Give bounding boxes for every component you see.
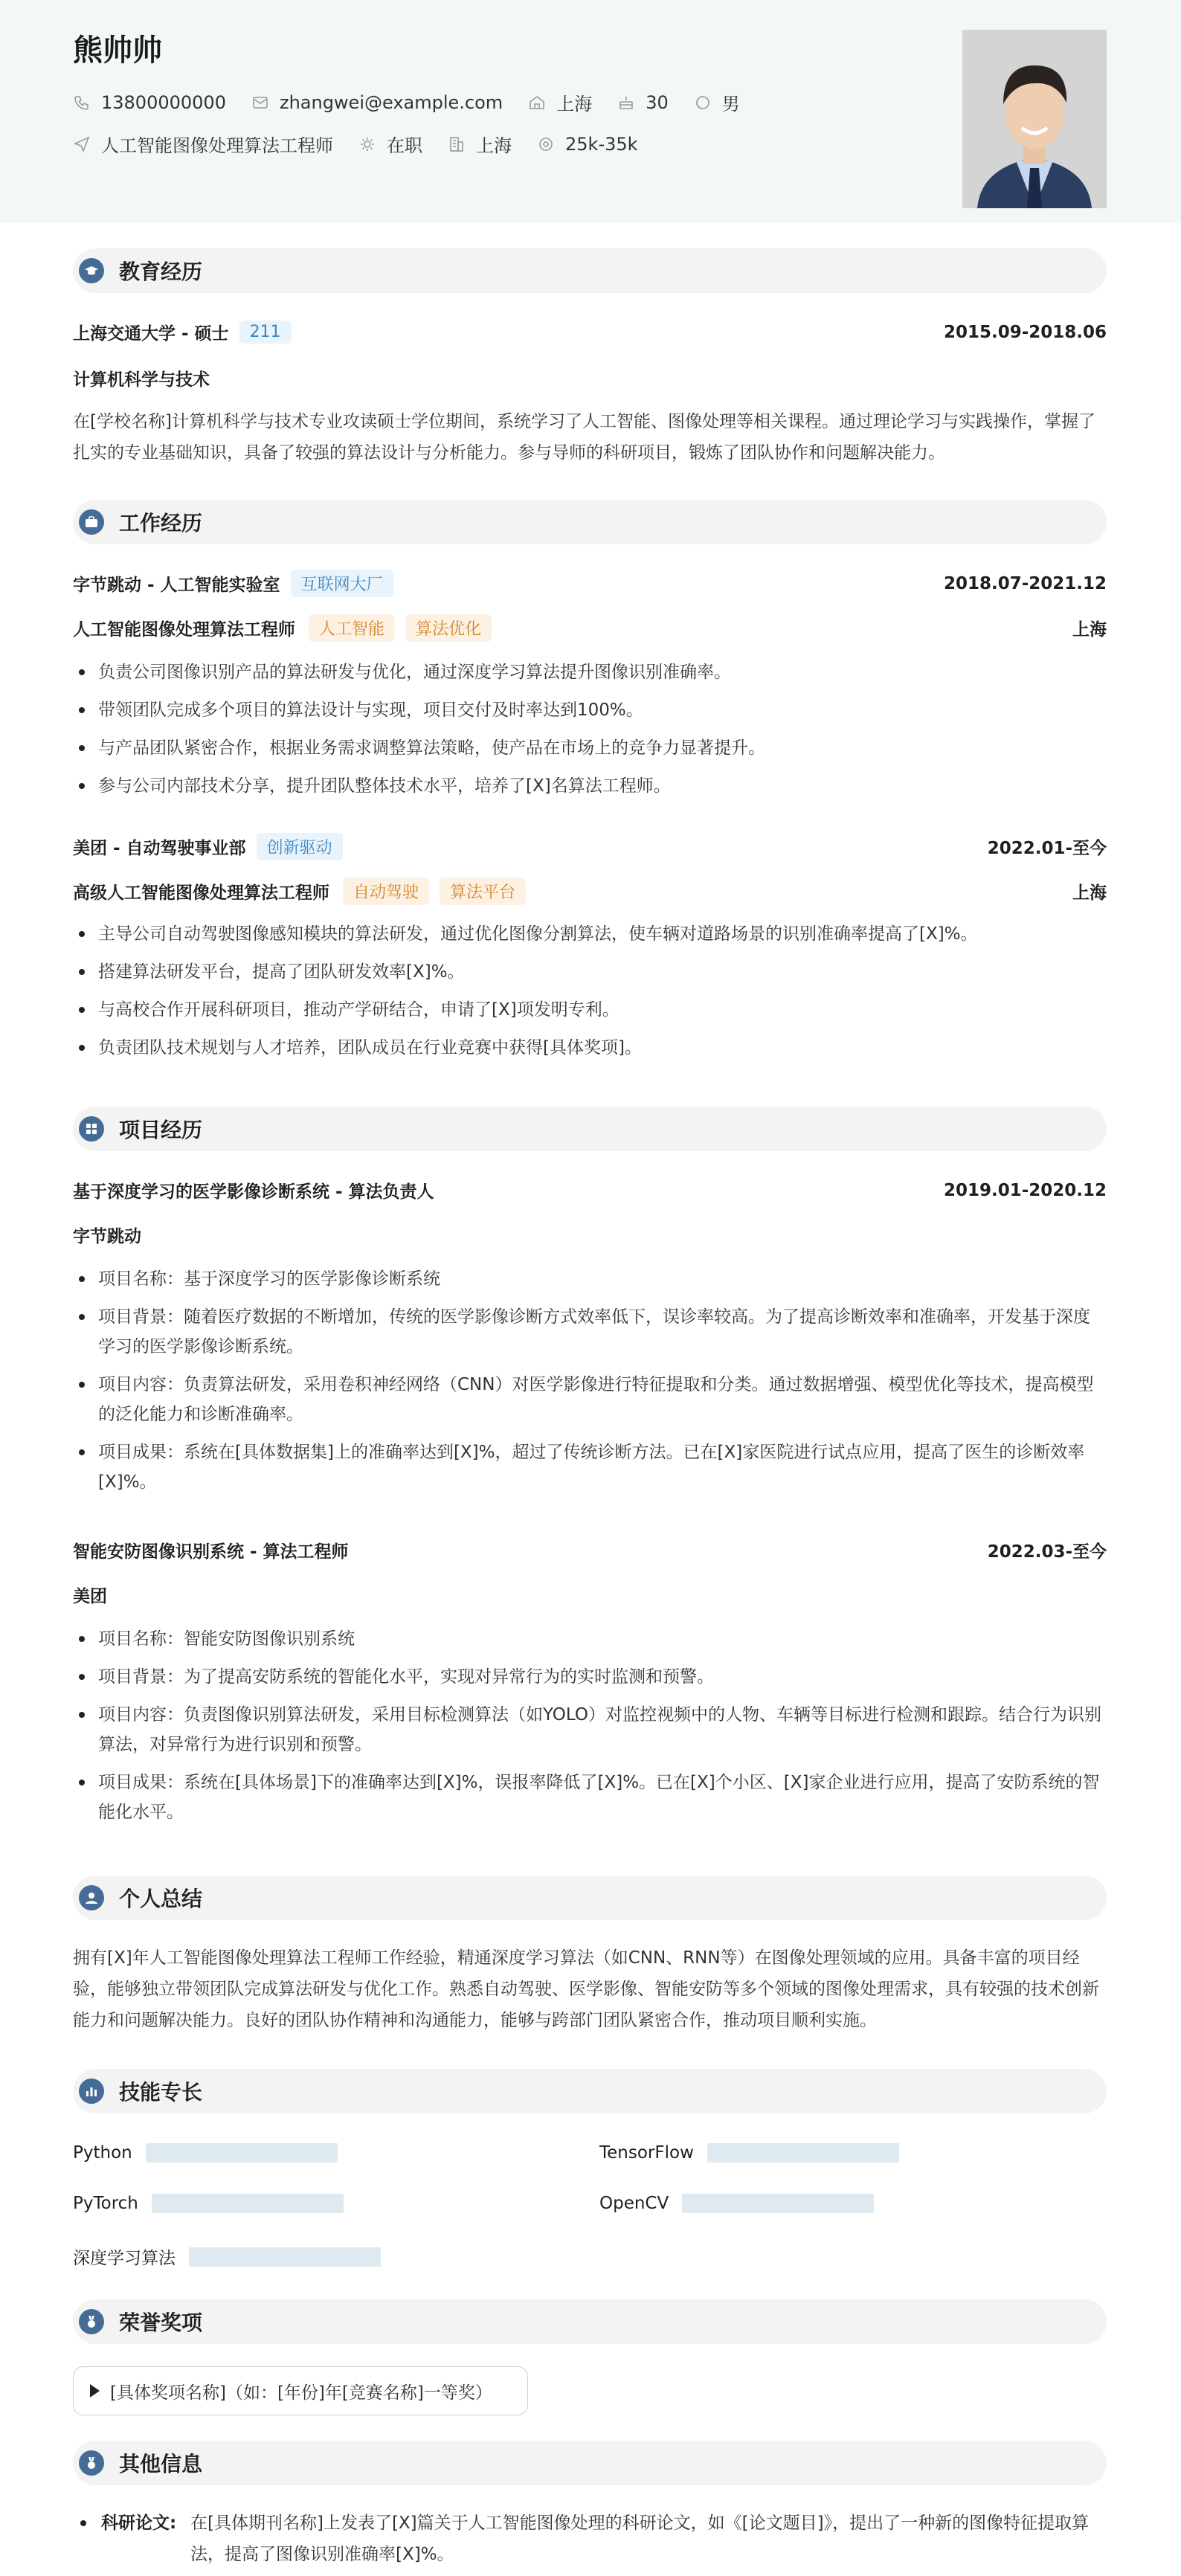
project-title: 基于深度学习的医学影像诊断系统 - 算法负责人 — [73, 1182, 434, 1202]
work-2-position — [73, 878, 1107, 905]
graduation-cap-icon — [79, 258, 104, 283]
city-text: 上海 — [556, 94, 593, 115]
skill-bar — [146, 2143, 338, 2163]
work-location: 上海 — [1072, 620, 1107, 640]
position-title: 高级人工智能图像处理算法工程师 — [73, 883, 329, 903]
candidate-name: 熊帅帅 — [73, 33, 162, 68]
skill-name: Python — [73, 2143, 132, 2163]
company-tag: 创新驱动 — [257, 833, 343, 860]
home-icon — [528, 94, 546, 112]
bullet-dot — [80, 2520, 86, 2526]
age-text: 30 — [646, 91, 669, 113]
project-period: 2019.01-2020.12 — [943, 1180, 1107, 1200]
age-item — [617, 92, 669, 113]
list-item: 与产品团队紧密合作，根据业务需求调整算法策略，使产品在市场上的竞争力显著提升。 — [73, 733, 1107, 763]
work-2-bullets — [73, 919, 1107, 1071]
status-text: 在职 — [387, 135, 422, 156]
list-item: 项目成果：系统在[具体场景]下的准确率达到[X]%，误报率降低了[X]%。已在[X]个小区、[X]家企业进行应用，提高了安防系统的智能化水平。 — [73, 1768, 1107, 1827]
list-item: 项目背景：为了提高安防系统的智能化水平，实现对异常行为的实时监测和预警。 — [73, 1662, 1107, 1692]
company-tag: 互联网大厂 — [291, 570, 393, 597]
project-1-bullets — [73, 1264, 1107, 1505]
skill-tag: 自动驾驶 — [343, 878, 429, 905]
section-awards — [73, 2299, 1107, 2344]
section-summary — [73, 1875, 1107, 1920]
other-label: 科研论文: — [101, 2514, 177, 2533]
section-skills — [73, 2069, 1107, 2113]
list-item: 负责团队技术规划与人才培养，团队成员在行业竞赛中获得[具体奖项]。 — [73, 1033, 1107, 1063]
award-item[interactable] — [73, 2366, 528, 2415]
skill-tag: 人工智能 — [309, 614, 395, 642]
skill-item — [599, 2143, 899, 2163]
list-item: 项目背景：随着医疗数据的不断增加，传统的医学影像诊断方式效率低下，误诊率较高。为了提高诊断效率和准确率，开发基于深度学习的医学影像诊断系统。 — [73, 1302, 1107, 1362]
project-2-bullets — [73, 1624, 1107, 1835]
list-item: 与高校合作开展科研项目，推动产学研结合，申请了[X]项发明专利。 — [73, 995, 1107, 1025]
list-item: 项目内容：负责算法研发，采用卷积神经网络（CNN）对医学影像进行特征提取和分类。通过数据增强、模型优化等技术，提高模型的泛化能力和诊断准确率。 — [73, 1370, 1107, 1429]
grid-icon — [79, 1116, 104, 1142]
bar-chart-icon — [79, 2078, 104, 2104]
cake-icon — [617, 94, 635, 112]
work-period: 2022.01-至今 — [987, 839, 1107, 858]
medal-icon — [79, 2309, 104, 2334]
education-period: 2015.09-2018.06 — [943, 322, 1107, 342]
education-header — [73, 320, 1107, 344]
position-title: 人工智能图像处理算法工程师 — [73, 620, 295, 640]
section-title: 个人总结 — [119, 1887, 203, 1911]
job-row — [73, 131, 663, 157]
section-education — [73, 248, 1107, 293]
company-name: 美团 - 自动驾驶事业部 — [73, 839, 246, 858]
work-2-header — [73, 833, 1107, 860]
company-name: 字节跳动 - 人工智能实验室 — [73, 576, 280, 595]
list-item: 搭建算法研发平台，提高了团队研发效率[X]%。 — [73, 957, 1107, 987]
other-item — [73, 2508, 1107, 2570]
skill-bar — [189, 2247, 381, 2267]
user-icon — [79, 1885, 104, 1910]
list-item: 参与公司内部技术分享，提升团队整体技术水平，培养了[X]名算法工程师。 — [73, 771, 1107, 801]
major-row — [73, 366, 1107, 390]
avatar-portrait — [962, 30, 1107, 208]
project-title: 智能安防图像识别系统 - 算法工程师 — [73, 1542, 349, 1562]
avatar — [962, 30, 1107, 208]
status-item — [358, 131, 422, 157]
phone-icon — [73, 94, 91, 112]
school-tag: 211 — [239, 321, 292, 344]
list-item: 负责公司图像识别产品的算法研发与优化，通过深度学习算法提升图像识别准确率。 — [73, 657, 1107, 687]
gender-icon — [694, 94, 712, 112]
list-item: 项目内容：负责图像识别算法研发，采用目标检测算法（如YOLO）对监控视频中的人物、车辆等目标进行检测和跟踪。结合行为识别算法，对异常行为进行识别和预警。 — [73, 1700, 1107, 1759]
phone-item — [73, 92, 226, 113]
major: 计算机科学与技术 — [73, 370, 210, 390]
list-item: 项目名称：智能安防图像识别系统 — [73, 1624, 1107, 1654]
skill-item — [599, 2194, 874, 2213]
job-title-item — [73, 131, 333, 157]
skill-item — [73, 2143, 338, 2163]
city-item — [528, 89, 592, 115]
skill-bar — [152, 2194, 344, 2213]
section-title: 技能专长 — [119, 2080, 203, 2105]
briefcase-icon — [79, 509, 104, 535]
project-1-header — [73, 1178, 1107, 1202]
list-item: 项目成果：系统在[具体数据集]上的准确率达到[X]%，超过了传统诊断方法。已在[X]家医院进行试点应用，提高了医生的诊断效率[X]%。 — [73, 1437, 1107, 1497]
work-1-bullets — [73, 657, 1107, 809]
section-title: 教育经历 — [119, 260, 203, 284]
skill-item — [73, 2244, 381, 2269]
coin-icon — [537, 135, 555, 153]
resume-header — [0, 0, 1181, 223]
section-projects — [73, 1107, 1107, 1151]
skill-bar — [707, 2143, 899, 2163]
section-work — [73, 500, 1107, 544]
gender-text: 男 — [721, 94, 740, 115]
section-title: 工作经历 — [119, 511, 203, 535]
work-1-position — [73, 614, 1107, 642]
project-2-header — [73, 1538, 1107, 1562]
expand-triangle-icon[interactable] — [90, 2384, 100, 2398]
target-city-item — [448, 131, 512, 157]
send-icon — [73, 135, 91, 153]
section-title: 项目经历 — [119, 1118, 203, 1142]
skill-name: TensorFlow — [599, 2143, 694, 2163]
status-icon — [358, 135, 376, 153]
email-item — [251, 92, 503, 113]
list-item: 主导公司自动驾驶图像感知模块的算法研发，通过优化图像分割算法，使车辆对道路场景的识别准确率提高了[X]%。 — [73, 919, 1107, 949]
list-item: 带领团队完成多个项目的算法设计与实现，项目交付及时率达到100%。 — [73, 695, 1107, 725]
skill-name: PyTorch — [73, 2194, 138, 2213]
target-city-text: 上海 — [476, 135, 512, 156]
salary-item — [537, 134, 638, 155]
other-text: 在[具体期刊名称]上发表了[X]篇关于人工智能图像处理的科研论文，如《[论文题目]》，提出了一种新的图像特征提取算法，提高了图像识别准确率[X]%。 — [190, 2514, 1090, 2564]
project-2-org — [73, 1582, 1107, 1607]
section-title: 荣誉奖项 — [119, 2311, 203, 2335]
building-icon — [448, 135, 466, 153]
skill-tag: 算法平台 — [440, 878, 526, 905]
education-description: 在[学校名称]计算机科学与技术专业攻读硕士学位期间，系统学习了人工智能、图像处理等相关课程。通过理论学习与实践操作，掌握了扎实的专业基础知识，具备了较强的算法设计与分析能力。参与导师的科研项目，锻炼了团队协作和问题解决能力。 — [73, 412, 1095, 463]
phone-text: 13800000000 — [101, 91, 226, 113]
email-text: zhangwei@example.com — [279, 91, 503, 113]
project-1-org — [73, 1223, 1107, 1247]
school-name: 上海交通大学 - 硕士 — [73, 324, 229, 344]
gender-item — [694, 89, 740, 115]
work-period: 2018.07-2021.12 — [943, 573, 1107, 593]
project-org: 字节跳动 — [73, 1227, 141, 1246]
summary-text: 拥有[X]年人工智能图像处理算法工程师工作经验，精通深度学习算法（如CNN、RNN等）在图像处理领域的应用。具备丰富的项目经验，能够独立带领团队完成算法研发与优化工作。熟悉自动驾驶、医学影像、智能安防等多个领域的图像处理需求，具有较强的技术创新能力和问题解决能力。良好的团队协作精神和沟通能力，能够与跨部门团队紧密合作，推动项目顺利实施。 — [73, 1948, 1099, 2030]
skill-name: 深度学习算法 — [73, 2249, 176, 2268]
salary-text: 25k-35k — [565, 133, 638, 155]
section-title: 其他信息 — [119, 2452, 203, 2476]
project-period: 2022.03-至今 — [987, 1542, 1107, 1562]
work-location: 上海 — [1072, 883, 1107, 903]
skill-name: OpenCV — [599, 2194, 669, 2213]
list-item: 项目名称：基于深度学习的医学影像诊断系统 — [73, 1264, 1107, 1294]
project-org: 美团 — [73, 1587, 107, 1606]
contact-row — [73, 89, 765, 115]
section-other — [73, 2441, 1107, 2485]
medal-icon — [79, 2450, 104, 2476]
mail-icon — [251, 94, 269, 112]
skill-tag: 算法优化 — [405, 614, 492, 642]
job-title-text: 人工智能图像处理算法工程师 — [101, 135, 333, 156]
award-text: [具体奖项名称]（如：[年份]年[竞赛名称]一等奖） — [110, 2383, 492, 2403]
work-1-header — [73, 570, 1107, 597]
skill-item — [73, 2194, 344, 2213]
skill-bar — [682, 2194, 874, 2213]
